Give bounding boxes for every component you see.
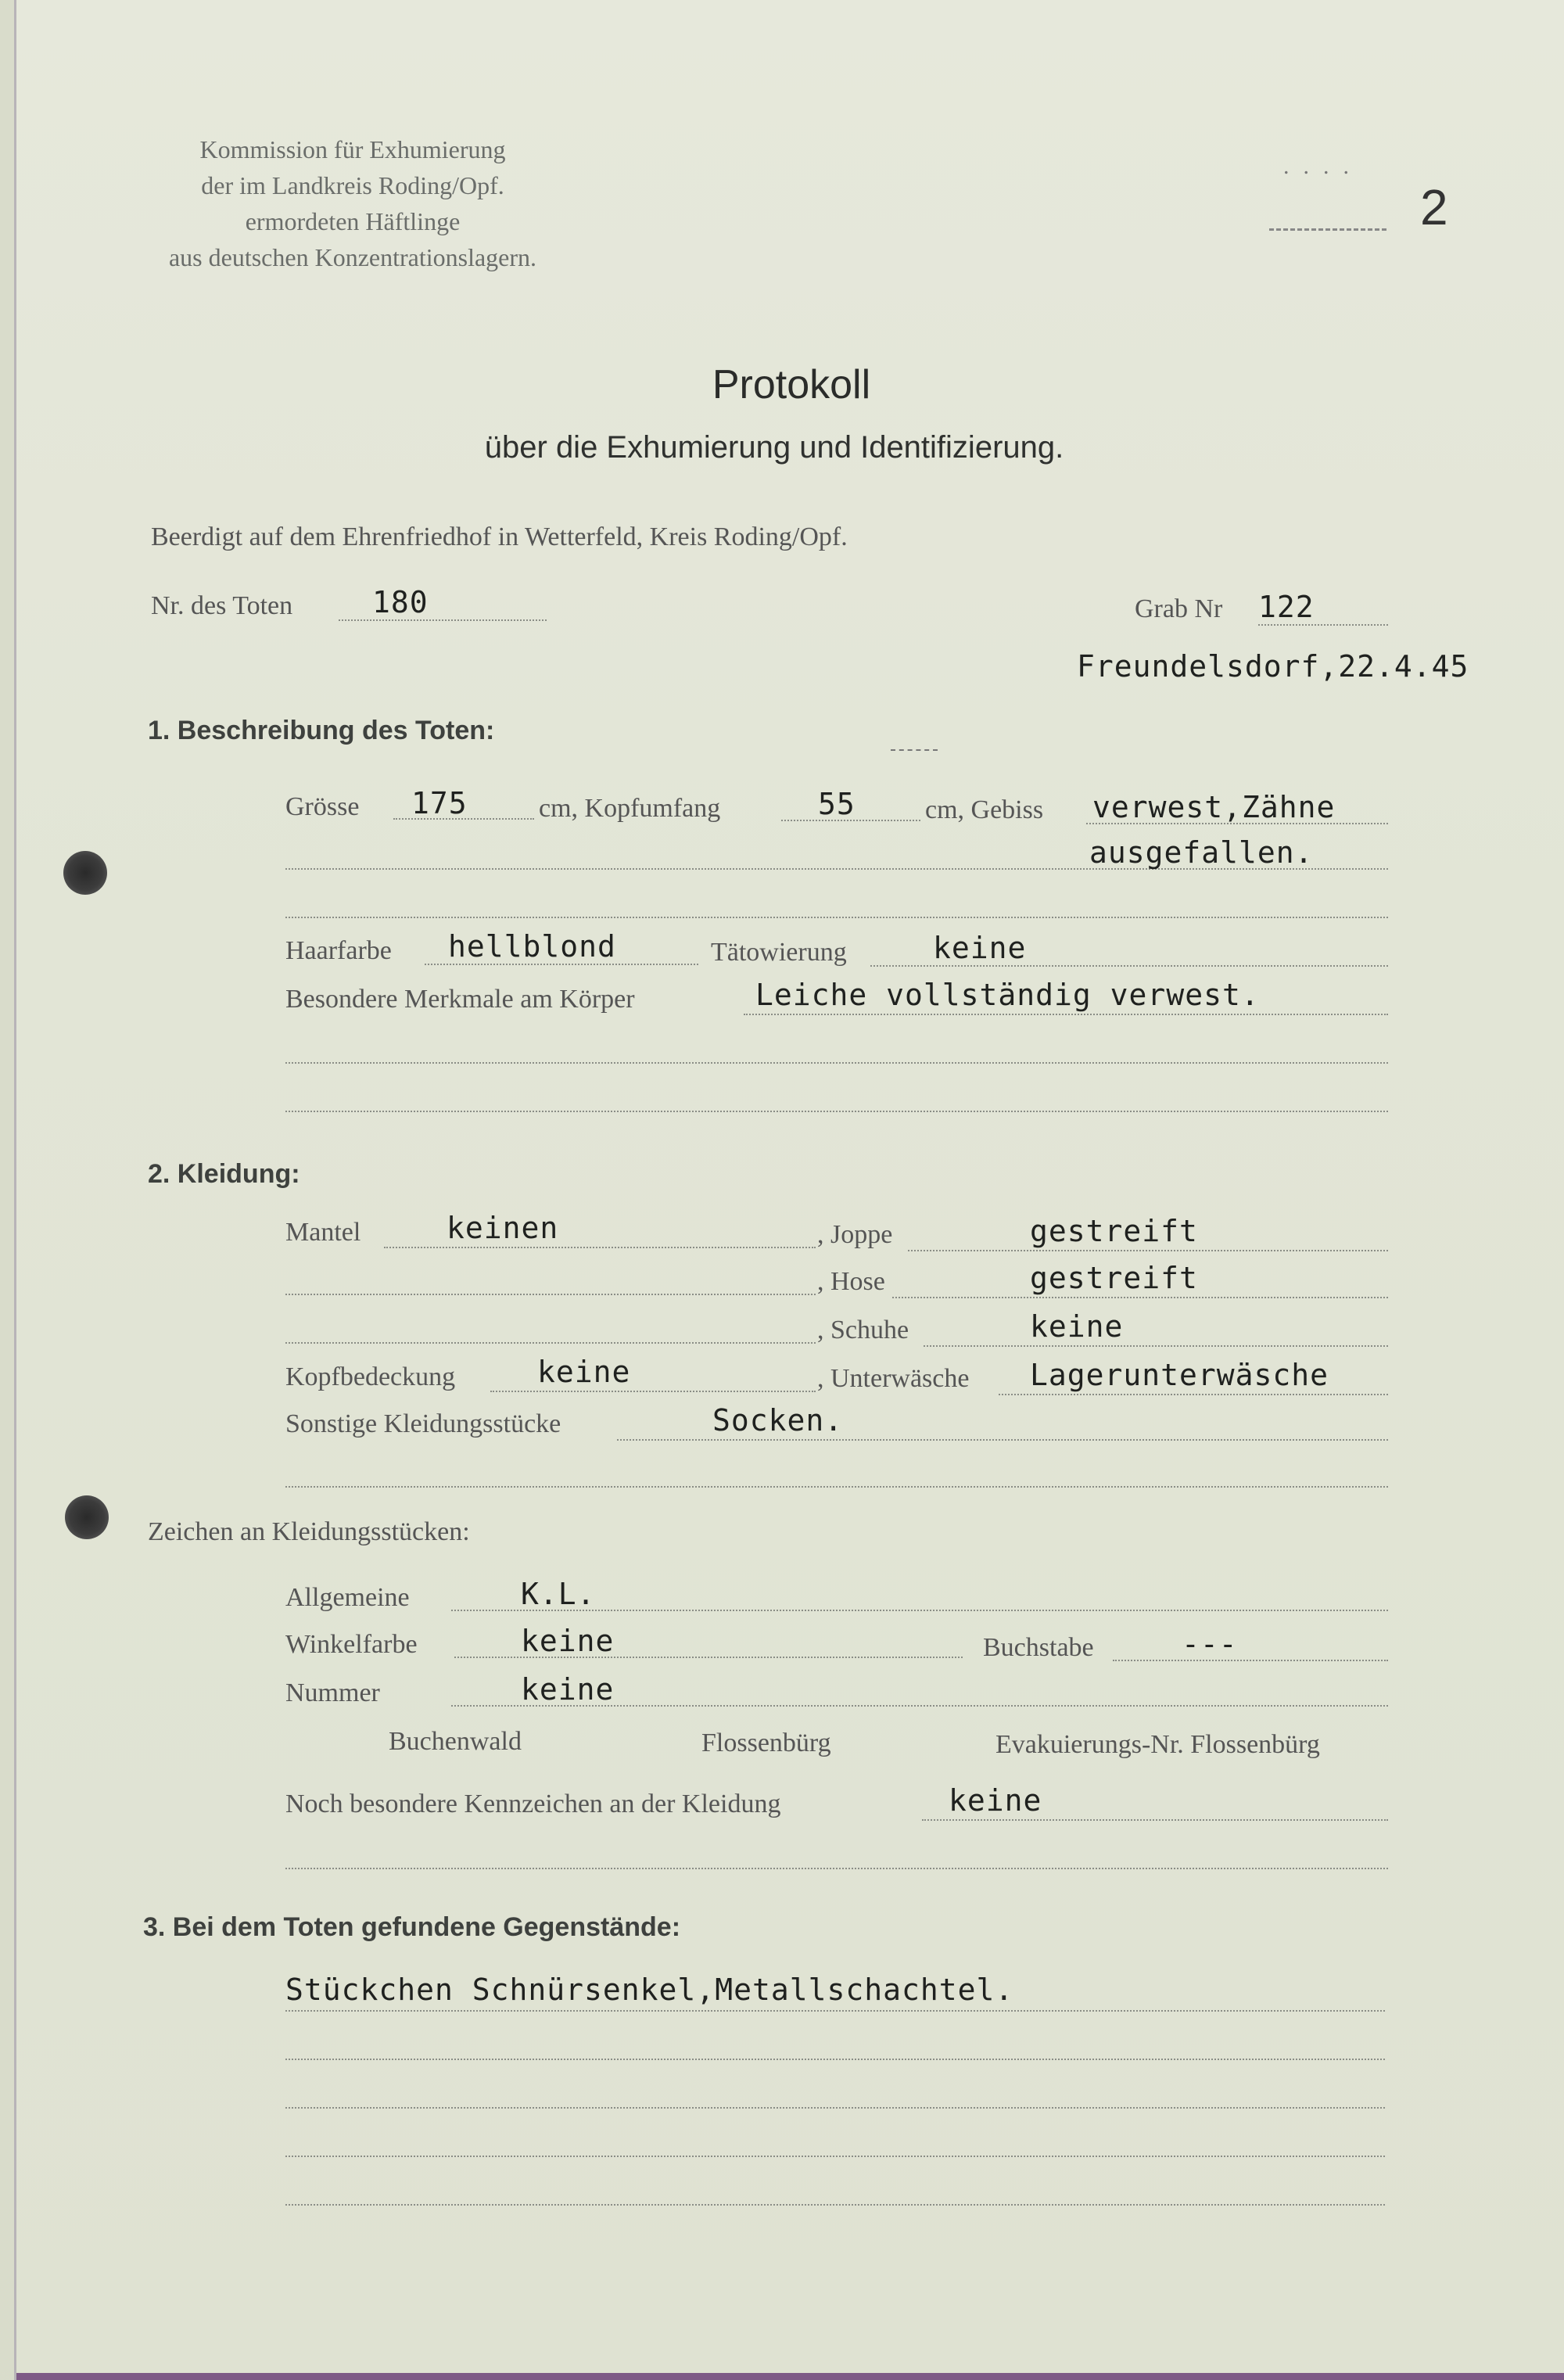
unterwaesche-line (999, 1394, 1388, 1395)
buchstabe-line (1113, 1660, 1388, 1661)
grab-label: Grab Nr (1135, 594, 1223, 623)
nr-line (339, 619, 547, 621)
hose-value: gestreift (1030, 1261, 1198, 1295)
kopfumfang-label: cm, Kopfumfang (539, 794, 721, 823)
buchstabe-value: --- (1182, 1627, 1238, 1661)
gebiss-value-cont: ausgefallen. (1089, 835, 1314, 870)
section2-heading: 2. Kleidung: (148, 1159, 300, 1189)
nr-label: Nr. des Toten (151, 591, 293, 620)
col-evakuierung: Evakuierungs-Nr. Flossenbürg (995, 1730, 1320, 1759)
taetowierung-line (870, 965, 1388, 967)
org-line: der im Landkreis Roding/Opf. (201, 171, 504, 199)
mantel-line-3 (285, 1342, 816, 1344)
unterwaesche-value: Lagerunterwäsche (1030, 1358, 1329, 1392)
col-buchenwald: Buchenwald (389, 1727, 522, 1756)
bottom-edge (16, 2373, 1564, 2380)
mantel-line (384, 1247, 816, 1248)
nummer-label: Nummer (285, 1678, 380, 1707)
blank-line (285, 1111, 1388, 1112)
page-subtitle: über die Exhumierung und Identifizierung. (484, 430, 1064, 465)
punch-hole (65, 1495, 109, 1539)
burial-text: Beerdigt auf dem Ehrenfriedhof in Wetterfeld, Kreis Roding/Opf. (151, 522, 848, 551)
schuhe-value: keine (1030, 1309, 1124, 1344)
section1-heading: 1. Beschreibung des Toten: (148, 716, 495, 745)
items-value: Stückchen Schnürsenkel,Metallschachtel. (285, 1973, 1014, 2007)
noch-line (922, 1819, 1388, 1821)
mantel-line-2 (285, 1294, 816, 1295)
nr-value: 180 (372, 585, 429, 619)
blank-line (285, 2107, 1385, 2109)
groesse-value: 175 (411, 786, 468, 820)
hose-label: , Hose (817, 1267, 885, 1296)
merkmale-label: Besondere Merkmale am Körper (285, 985, 635, 1014)
corner-dots-top: .... (1283, 153, 1363, 179)
joppe-line (908, 1250, 1388, 1251)
col-flossenbuerg: Flossenbürg (701, 1728, 831, 1757)
joppe-value: gestreift (1030, 1214, 1198, 1248)
buchstabe-label: Buchstabe (983, 1633, 1094, 1662)
taetowierung-value: keine (933, 931, 1027, 965)
noch-value: keine (949, 1783, 1042, 1818)
haarfarbe-line (425, 964, 698, 965)
sonstige-line (617, 1439, 1388, 1441)
marks-heading: Zeichen an Kleidungsstücken: (148, 1517, 470, 1546)
blank-line (285, 1486, 1388, 1488)
kopfumfang-value: 55 (818, 787, 856, 821)
grab-line (1258, 624, 1388, 626)
groesse-label: Grösse (285, 792, 360, 821)
kopf-value: keine (537, 1355, 631, 1389)
blank-line (285, 1062, 1388, 1064)
noch-label: Noch besondere Kennzeichen an der Kleidung (285, 1789, 781, 1818)
schuhe-line (924, 1345, 1388, 1347)
blank-line (285, 2059, 1385, 2060)
kopf-line (490, 1391, 816, 1392)
haarfarbe-value: hellblond (448, 929, 616, 964)
sonstige-label: Sonstige Kleidungsstücke (285, 1409, 561, 1438)
org-header (134, 131, 572, 275)
kopf-label: Kopfbedeckung (285, 1362, 456, 1391)
org-line: aus deutschen Konzentrationslagern. (168, 243, 537, 271)
gebiss-label: cm, Gebiss (925, 795, 1044, 824)
blank-line (285, 917, 1388, 918)
small-dash (891, 749, 938, 751)
mantel-label: Mantel (285, 1218, 361, 1247)
page-number: 2 (1420, 179, 1448, 235)
mantel-value: keinen (447, 1211, 559, 1245)
allgemeine-label: Allgemeine (285, 1583, 410, 1612)
blank-line (285, 1868, 1388, 1869)
punch-hole (63, 851, 107, 895)
corner-dashes (1269, 228, 1386, 231)
unterwaesche-label: , Unterwäsche (817, 1364, 970, 1393)
grab-value: 122 (1258, 590, 1315, 624)
winkel-value: keine (521, 1624, 615, 1658)
blank-line (285, 2204, 1385, 2206)
winkel-label: Winkelfarbe (285, 1630, 418, 1659)
merkmale-value: Leiche vollständig verwest. (755, 978, 1260, 1012)
page-title: Protokoll (712, 362, 871, 407)
items-line (285, 2010, 1385, 2012)
blank-line (285, 2156, 1385, 2157)
allgemeine-value: K.L. (521, 1577, 596, 1611)
sonstige-value: Socken. (712, 1403, 844, 1438)
haarfarbe-label: Haarfarbe (285, 936, 392, 965)
taetowierung-label: Tätowierung (711, 938, 847, 967)
merkmale-line (744, 1014, 1388, 1015)
gebiss-value: verwest,Zähne (1092, 790, 1336, 824)
org-line: Kommission für Exhumierung (199, 135, 506, 163)
nummer-value: keine (521, 1672, 615, 1707)
section3-heading: 3. Bei dem Toten gefundene Gegenstände: (143, 1912, 681, 1942)
place-date: Freundelsdorf,22.4.45 (1077, 649, 1469, 684)
document-page (14, 0, 1564, 2380)
org-line: ermordeten Häftlinge (245, 207, 461, 235)
hose-line (892, 1297, 1388, 1298)
joppe-label: , Joppe (817, 1220, 893, 1249)
schuhe-label: , Schuhe (817, 1316, 909, 1344)
